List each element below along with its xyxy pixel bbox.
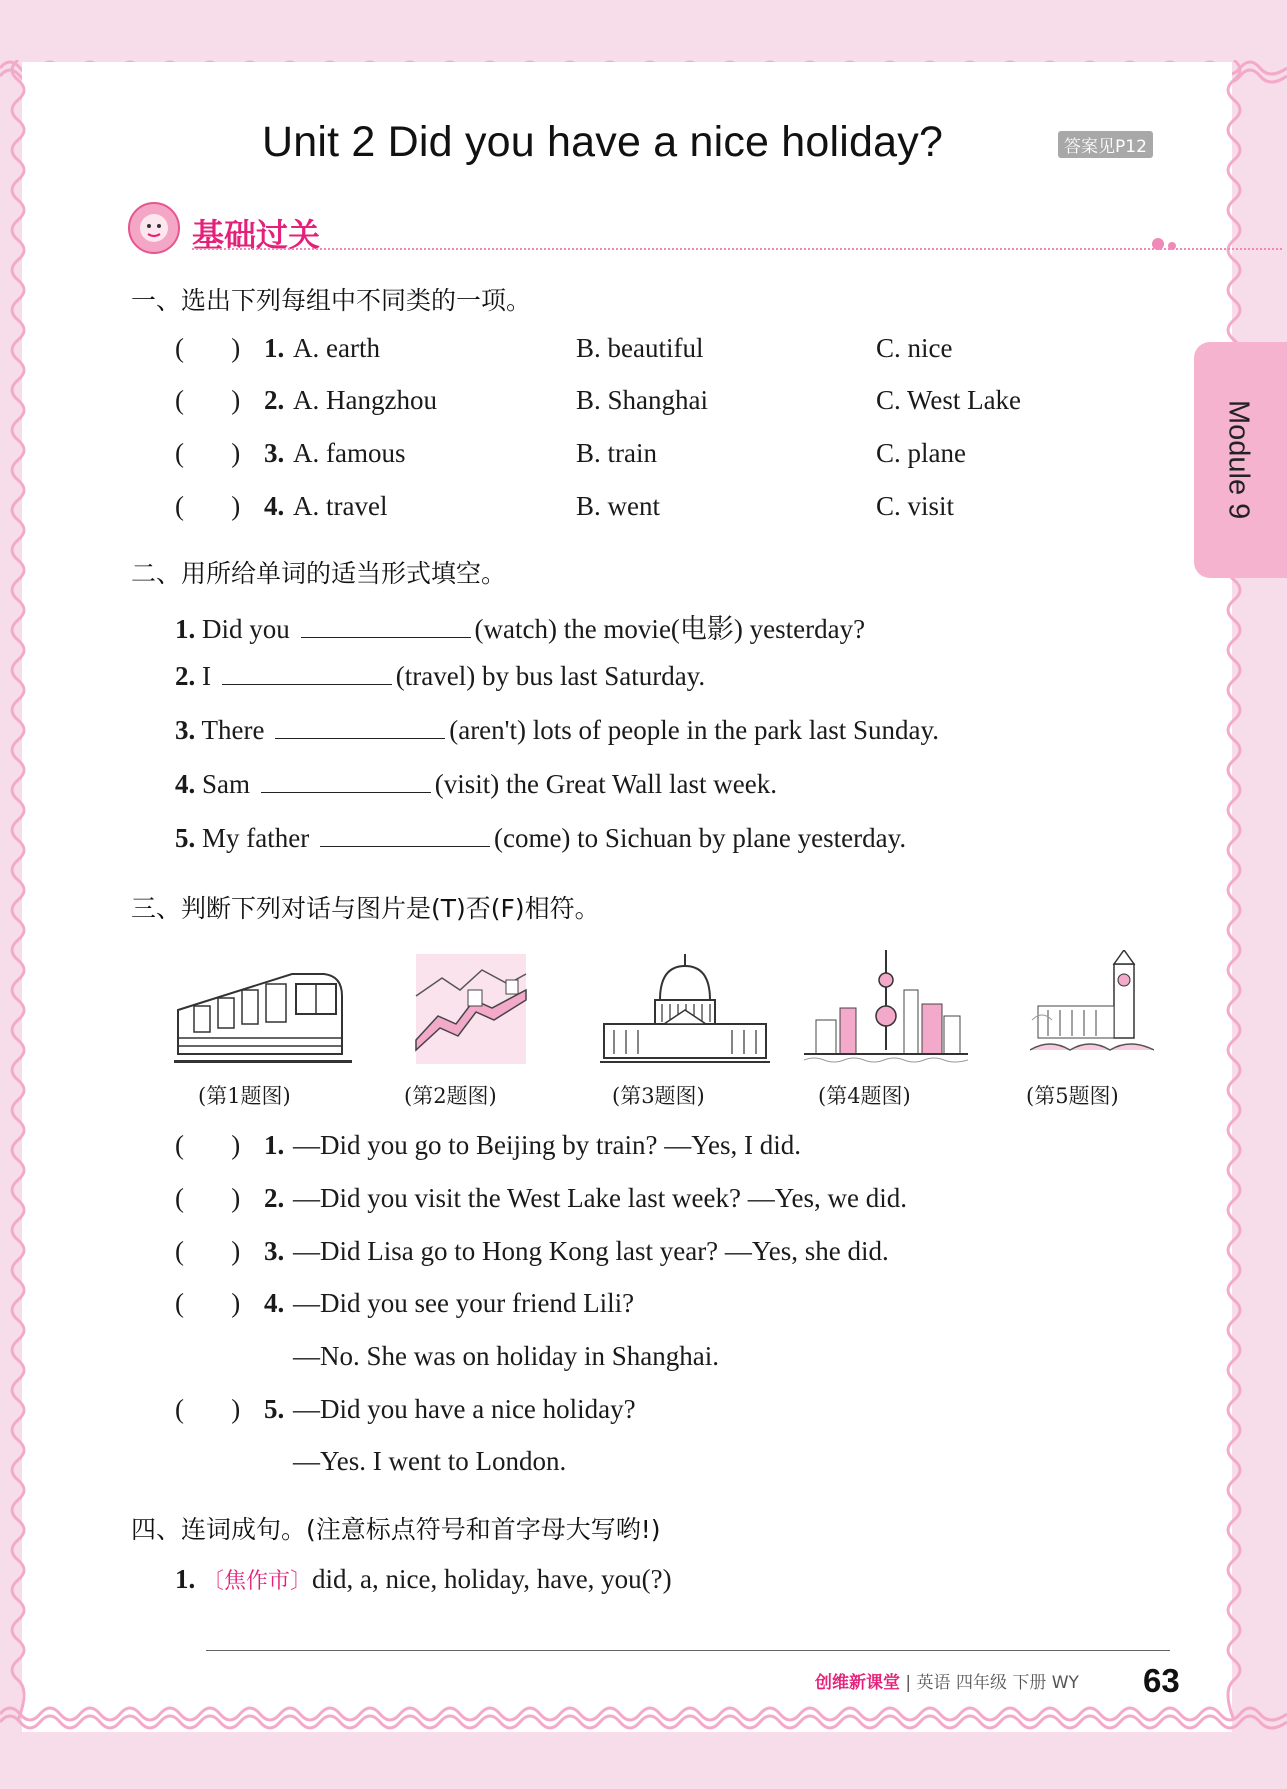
picture-caption: (第5题图): [1026, 1084, 1119, 1108]
option-c: C. nice: [876, 333, 953, 363]
item-number: 2.: [175, 661, 196, 691]
option-a: A. earth: [293, 333, 380, 363]
item-number: 3.: [264, 1236, 285, 1266]
answer-blank[interactable]: [275, 716, 445, 739]
answer-paren[interactable]: ( ): [175, 1130, 241, 1160]
item-text-after: (travel) by bus last Saturday.: [395, 661, 706, 691]
item-number: 1.: [175, 1564, 196, 1594]
answer-paren[interactable]: ( ): [175, 333, 241, 363]
footer-brand: 创维新课堂: [815, 1673, 900, 1693]
option-a: A. famous: [293, 438, 406, 468]
answer-paren[interactable]: ( ): [175, 385, 241, 415]
question-2-item: [175, 715, 939, 746]
item-number: 3.: [264, 438, 285, 468]
item-text-before: I: [202, 661, 211, 691]
option-c: C. West Lake: [876, 385, 1022, 415]
wavy-border-right: [1212, 60, 1252, 1720]
train-illustration: [174, 950, 352, 1068]
item-number: 2.: [264, 1183, 285, 1213]
module-side-tab-label: Module 9: [1222, 400, 1255, 520]
item-text-after: (come) to Sichuan by plane yesterday.: [493, 823, 907, 853]
answer-blank[interactable]: [261, 770, 431, 793]
footer-info: [815, 1668, 1079, 1693]
item-text-after: (visit) the Great Wall last week.: [434, 769, 777, 799]
dialogue-reply: —Yes. I went to London.: [293, 1446, 567, 1476]
section-divider: [192, 248, 1282, 250]
option-c: C. plane: [876, 438, 966, 468]
item-number: 4.: [264, 1288, 285, 1318]
answer-paren[interactable]: ( ): [175, 491, 241, 521]
question-4-item: [175, 1564, 672, 1595]
answer-blank[interactable]: [301, 615, 471, 638]
question-2-item: [175, 769, 777, 800]
dialogue-text: —Did you visit the West Lake last week? —Yes, we did.: [293, 1183, 907, 1213]
answer-paren[interactable]: ( ): [175, 1236, 241, 1266]
dialogue-text: —Did Lisa go to Hong Kong last year? —Yes, she did.: [293, 1236, 889, 1266]
question-2-item: [175, 823, 906, 854]
capitol-building-illustration: [600, 950, 770, 1068]
item-number: 2.: [264, 385, 285, 415]
option-b: B. beautiful: [576, 333, 704, 363]
answer-paren[interactable]: ( ): [175, 1394, 241, 1424]
dialogue-text: —Did you see your friend Lili?: [293, 1288, 635, 1318]
question-1-heading: 一、选出下列每组中不同类的一项。: [131, 286, 532, 315]
item-text-after: (aren't) lots of people in the park last Sunday.: [449, 715, 939, 745]
item-number: 1.: [264, 333, 285, 363]
item-text-before: There: [201, 715, 265, 745]
answer-paren[interactable]: ( ): [175, 1183, 241, 1213]
answer-reference-badge: 答案见P12: [1058, 131, 1153, 158]
item-number: 4.: [264, 491, 285, 521]
dialogue-reply: —No. She was on holiday in Shanghai.: [293, 1341, 719, 1371]
answer-blank[interactable]: [320, 824, 490, 847]
option-a: A. Hangzhou: [293, 385, 437, 415]
item-text-before: Sam: [202, 769, 251, 799]
option-b: B. Shanghai: [576, 385, 708, 415]
dialogue-text: —Did you go to Beijing by train? —Yes, I did.: [293, 1130, 801, 1160]
section-header: [128, 202, 1168, 254]
great-wall-illustration: [412, 950, 530, 1068]
item-number: 5.: [264, 1394, 285, 1424]
option-c: C. visit: [876, 491, 955, 521]
answer-paren[interactable]: ( ): [175, 1288, 241, 1318]
region-tag: 〔焦作市〕: [202, 1569, 313, 1594]
footer-book-info: | 英语 四年级 下册 WY: [905, 1673, 1079, 1693]
question-2-heading: 二、用所给单词的适当形式填空。: [131, 559, 507, 588]
item-number: 3.: [175, 715, 196, 745]
question-2-item: [175, 661, 705, 692]
item-number: 1.: [264, 1130, 285, 1160]
item-number: 4.: [175, 769, 196, 799]
item-text-before: My father: [202, 823, 310, 853]
option-a: A. travel: [293, 491, 388, 521]
wavy-border-bottom: [0, 1700, 1287, 1740]
section-title: 基础过关: [192, 216, 321, 254]
picture-caption: (第1题图): [198, 1084, 291, 1108]
answer-paren[interactable]: ( ): [175, 438, 241, 468]
dialogue-text: —Did you have a nice holiday?: [293, 1394, 636, 1424]
picture-caption: (第4题图): [818, 1084, 911, 1108]
divider-end-dot: [1168, 242, 1176, 250]
footer-divider: [206, 1650, 1170, 1651]
question-2-item: [175, 607, 865, 646]
item-text-before: Did you: [202, 614, 290, 644]
item-number: 5.: [175, 823, 196, 853]
page-number: 63: [1143, 1662, 1180, 1699]
unit-title: Unit 2 Did you have a nice holiday?: [262, 118, 944, 166]
question-4-heading: 四、连词成句。(注意标点符号和首字母大写哟!): [131, 1515, 661, 1544]
wavy-border-left: [0, 60, 40, 1720]
option-b: B. train: [576, 438, 657, 468]
divider-end-dot: [1152, 238, 1164, 250]
question-3-heading: 三、判断下列对话与图片是(T)否(F)相符。: [131, 894, 600, 923]
picture-caption: (第2题图): [404, 1084, 497, 1108]
option-b: B. went: [576, 491, 660, 521]
mascot-avatar-icon: [128, 202, 180, 254]
picture-caption: (第3题图): [612, 1084, 705, 1108]
shanghai-skyline-illustration: [804, 950, 968, 1068]
scrambled-words: did, a, nice, holiday, have, you(?): [312, 1564, 672, 1594]
item-text-after: (watch) the movie(电影) yesterday?: [474, 614, 866, 644]
item-number: 1.: [175, 614, 196, 644]
london-big-ben-illustration: [1030, 950, 1154, 1068]
answer-blank[interactable]: [222, 662, 392, 685]
